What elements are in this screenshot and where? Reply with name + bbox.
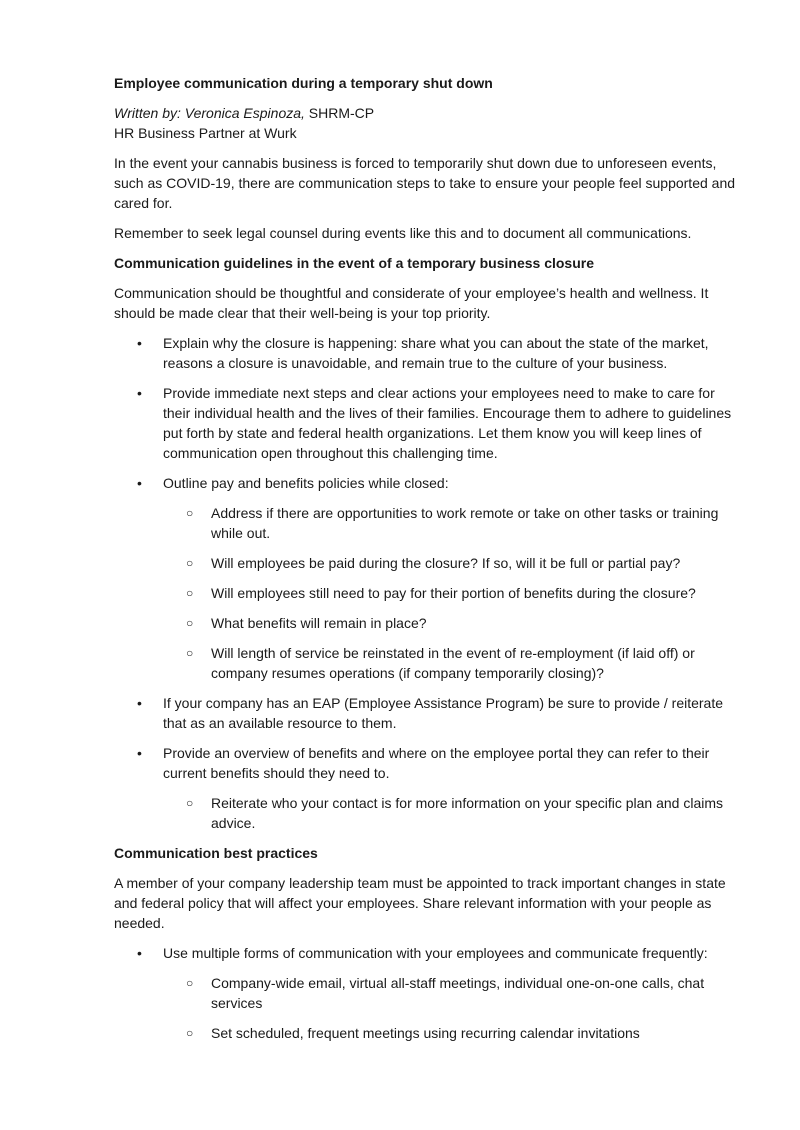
list-item bbox=[114, 943, 742, 1043]
list-item bbox=[114, 383, 742, 463]
communication-forms-sublist bbox=[163, 973, 742, 1043]
list-item bbox=[114, 333, 742, 373]
bullet-icon: • bbox=[137, 475, 142, 491]
sublist-item bbox=[163, 973, 742, 1013]
sublist-item bbox=[163, 613, 742, 633]
list-item bbox=[114, 693, 742, 733]
list-item-text: If your company has an EAP (Employee Assistance Program) be sure to provide / reiterate that as an available resource to them. bbox=[163, 695, 724, 731]
sublist-item-text: Address if there are opportunities to work remote or take on other tasks or training while out. bbox=[211, 505, 719, 541]
section-heading-best-practices: Communication best practices bbox=[114, 845, 318, 861]
bullet-icon: • bbox=[137, 385, 142, 401]
sublist-item bbox=[163, 503, 742, 543]
intro-paragraph: In the event your cannabis business is forced to temporarily shut down due to unforeseen events, such as COVID-19, there are communication steps to take to ensure your people feel supported and cared for. bbox=[114, 155, 736, 211]
byline-role: HR Business Partner at Wurk bbox=[114, 125, 297, 141]
section-heading-guidelines: Communication guidelines in the event of a temporary business closure bbox=[114, 255, 594, 271]
list-item-text: Provide immediate next steps and clear actions your employees need to make to care for their individual health and the lives of their families. Encourage them to adhere to guidelines put forth by state and federal health organizations. Let them know you will keep lines of communication open throughout this challenging time. bbox=[163, 385, 732, 461]
sublist-item-text: What benefits will remain in place? bbox=[211, 615, 427, 631]
bullet-icon: • bbox=[137, 335, 142, 351]
list-item bbox=[114, 473, 742, 683]
circle-bullet-icon: ○ bbox=[186, 1026, 194, 1040]
sublist-item bbox=[163, 583, 742, 603]
circle-bullet-icon: ○ bbox=[186, 646, 194, 660]
document-title: Employee communication during a temporary shut down bbox=[114, 75, 493, 91]
circle-bullet-icon: ○ bbox=[186, 796, 194, 810]
circle-bullet-icon: ○ bbox=[186, 556, 194, 570]
bullet-icon: • bbox=[137, 695, 142, 711]
list-item-text: Use multiple forms of communication with your employees and communicate frequently: bbox=[163, 945, 708, 961]
sublist-item-text: Set scheduled, frequent meetings using recurring calendar invitations bbox=[211, 1025, 640, 1041]
circle-bullet-icon: ○ bbox=[186, 506, 194, 520]
circle-bullet-icon: ○ bbox=[186, 586, 194, 600]
byline bbox=[114, 103, 742, 143]
sublist-item bbox=[163, 1023, 742, 1043]
bullet-icon: • bbox=[137, 745, 142, 761]
best-practices-list bbox=[114, 943, 742, 1043]
list-item-text: Outline pay and benefits policies while closed: bbox=[163, 475, 449, 491]
sublist-item-text: Will length of service be reinstated in the event of re-employment (if laid off) or company resumes operations (if company temporarily closing)? bbox=[211, 645, 695, 681]
sublist-item-text: Company-wide email, virtual all-staff meetings, individual one-on-one calls, chat services bbox=[211, 975, 705, 1011]
list-item-text: Explain why the closure is happening: share what you can about the state of the market, reasons a closure is unavoidable, and remain true to the culture of your business. bbox=[163, 335, 709, 371]
list-item bbox=[114, 743, 742, 833]
byline-credential: SHRM-CP bbox=[304, 105, 375, 121]
sublist-item-text: Will employees be paid during the closure? If so, will it be full or partial pay? bbox=[211, 555, 681, 571]
sublist-item bbox=[163, 553, 742, 573]
sublist-item bbox=[163, 643, 742, 683]
guidelines-intro: Communication should be thoughtful and considerate of your employee’s health and wellness. It should be made clear that their well-being is your top priority. bbox=[114, 285, 709, 321]
benefits-sublist bbox=[163, 793, 742, 833]
sublist-item bbox=[163, 793, 742, 833]
sublist-item-text: Reiterate who your contact is for more information on your specific plan and claims advice. bbox=[211, 795, 724, 831]
byline-author: Written by: Veronica Espinoza, bbox=[114, 105, 305, 121]
guidelines-list bbox=[114, 333, 742, 833]
circle-bullet-icon: ○ bbox=[186, 976, 194, 990]
pay-benefits-sublist bbox=[163, 503, 742, 683]
best-practices-intro: A member of your company leadership team must be appointed to track important changes in state and federal policy that will affect your employees. Share relevant information with your people as needed. bbox=[114, 875, 726, 931]
sublist-item-text: Will employees still need to pay for their portion of benefits during the closure? bbox=[211, 585, 696, 601]
circle-bullet-icon: ○ bbox=[186, 616, 194, 630]
list-item-text: Provide an overview of benefits and where on the employee portal they can refer to their current benefits should they need to. bbox=[163, 745, 710, 781]
legal-note: Remember to seek legal counsel during events like this and to document all communications. bbox=[114, 225, 692, 241]
bullet-icon: • bbox=[137, 945, 142, 961]
